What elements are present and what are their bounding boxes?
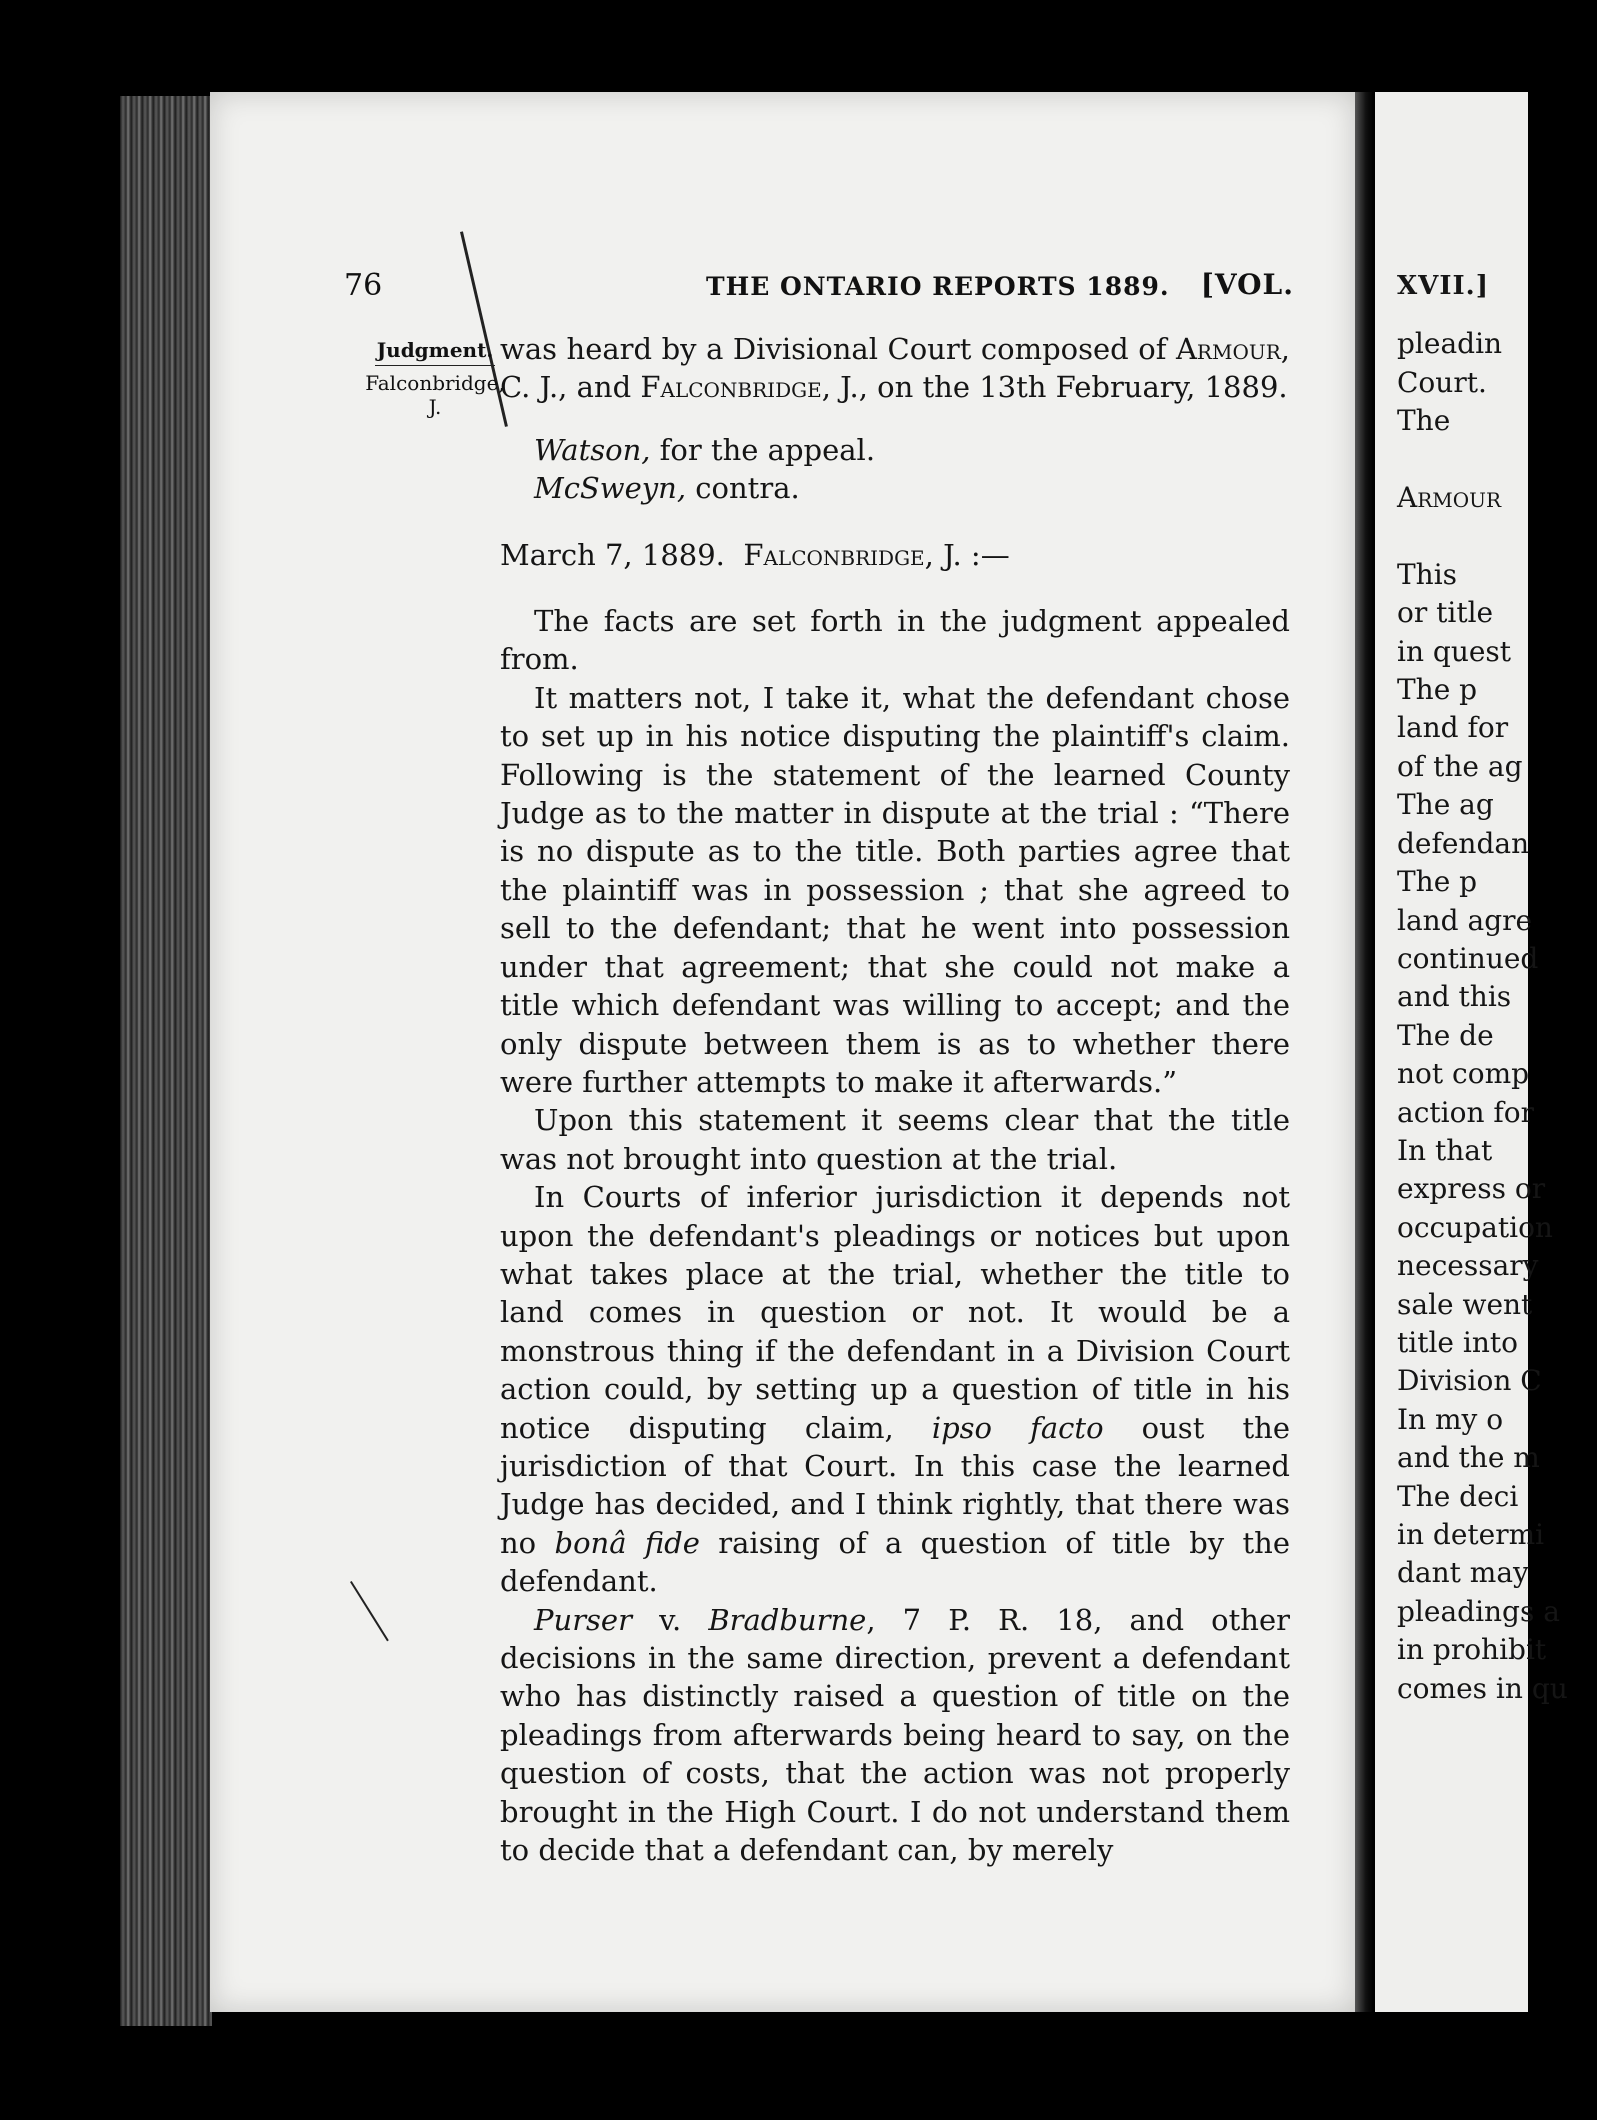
next-line: [1397, 517, 1597, 555]
page-right-partial: [1375, 92, 1568, 2012]
next-line: express or: [1397, 1172, 1546, 1206]
paragraph: Upon this statement it seems clear that the title was not brought into question at the trial.: [500, 1103, 1290, 1176]
page-number: 76: [344, 268, 383, 303]
counsel-line: Watson, for the appeal.: [534, 432, 876, 467]
next-line: The: [1397, 404, 1451, 438]
marginal-rule: [375, 365, 495, 366]
judge-name: Armour,: [1175, 332, 1290, 366]
next-line: not comp: [1397, 1057, 1530, 1091]
next-line: defendan: [1397, 826, 1530, 860]
next-line: sale went: [1397, 1287, 1533, 1321]
pencil-mark: [350, 1581, 389, 1641]
next-line: Division C: [1397, 1364, 1542, 1398]
next-line: [1397, 441, 1597, 479]
marginal-judge-suffix: J.: [428, 395, 442, 419]
judgment-text: [500, 330, 1290, 1869]
book-gutter: [1355, 92, 1373, 2012]
next-line: This: [1397, 557, 1458, 591]
next-line: pleadin: [1397, 327, 1503, 361]
judgment-date-line: March 7, 1889. Falconbridge, J. :—: [500, 537, 1010, 572]
counsel-line: McSweyn, contra.: [534, 471, 800, 506]
next-line: title into: [1397, 1325, 1518, 1359]
next-line: in determi: [1397, 1518, 1545, 1551]
next-line: The deci: [1397, 1479, 1519, 1513]
next-line: comes in qu: [1397, 1671, 1568, 1705]
next-line: The de: [1397, 1018, 1494, 1052]
page-left: [210, 92, 1355, 2012]
next-line: land agre: [1397, 903, 1533, 937]
intro-paragraph: was heard by a Divisional Court composed of Armour, C. J., and Falconbridge, J., on the 13th February, 1889.: [500, 332, 1290, 405]
next-line: in quest: [1397, 634, 1512, 668]
marginal-heading: Judgment.: [376, 338, 494, 362]
next-line: In that: [1397, 1133, 1493, 1167]
next-line: action for: [1397, 1095, 1534, 1129]
next-line: in prohibit: [1397, 1633, 1547, 1667]
next-line: The p: [1397, 865, 1478, 899]
judge-name: Falconbridge: [640, 370, 822, 405]
paragraph: In Courts of inferior jurisdiction it depends not upon the defendant's pleadings or notices but upon what takes place at the trial, whether the title to land comes in question or not. It would be a monstrous thing if the defendant in a Division Court action could, by setting up a question of title in his notice disputing claim, ipso facto oust the jurisdiction of that Court. In this case the learned Judge has decided, and I think rightly, that there was no bonâ fide raising of a question of title by the defendant.: [500, 1180, 1291, 1599]
next-volume-label: XVII.]: [1397, 271, 1490, 301]
paragraph: The facts are set forth in the judgment appealed from.: [500, 604, 1290, 677]
running-head: [344, 268, 1294, 308]
book-edge: [120, 96, 212, 2026]
next-line: occupation: [1397, 1210, 1553, 1244]
next-line: dant may: [1397, 1556, 1529, 1590]
running-title: THE ONTARIO REPORTS 1889.: [706, 272, 1170, 301]
next-line: and this: [1397, 980, 1512, 1014]
next-line: The p: [1397, 673, 1478, 707]
paragraph: It matters not, I take it, what the defendant chose to set up in his notice disputing the plaintiff's claim. Following is the statement of the learned County Judge as to the matter in dispute at the trial : “There is no dispute as to the title. Both parties agree that the plaintiff was in possession ; that she agreed to sell to the defendant; that he went into possession under that agreement; that she could not make a title which defendant was willing to accept; and the only dispute between them is as to whether there were further attempts to make it afterwards.”: [500, 680, 1290, 1099]
next-line: of the ag: [1397, 749, 1523, 783]
next-line: In my o: [1397, 1402, 1504, 1436]
next-line: land for: [1397, 711, 1509, 745]
next-line: continued: [1397, 941, 1539, 975]
volume-label: [VOL.: [1200, 268, 1294, 301]
paragraph: Purser v. Bradburne, 7 P. R. 18, and other decisions in the same direction, prevent a defendant who has distinctly raised a question of title on the pleadings from afterwards being heard to say, on the question of costs, that the action was not properly brought in the High Court. I do not understand them to decide that a defendant can, by merely: [500, 1602, 1290, 1868]
next-line: The ag: [1397, 788, 1494, 822]
next-line: Armour: [1397, 481, 1502, 515]
marginal-judge: Falconbridge,: [365, 371, 505, 395]
next-line: necessary: [1397, 1249, 1539, 1283]
next-line: or title: [1397, 596, 1494, 630]
next-line: pleadings a: [1397, 1594, 1560, 1628]
next-page-text: [1397, 267, 1597, 1708]
next-line: Court.: [1397, 365, 1487, 399]
next-line: and the m: [1397, 1441, 1540, 1475]
